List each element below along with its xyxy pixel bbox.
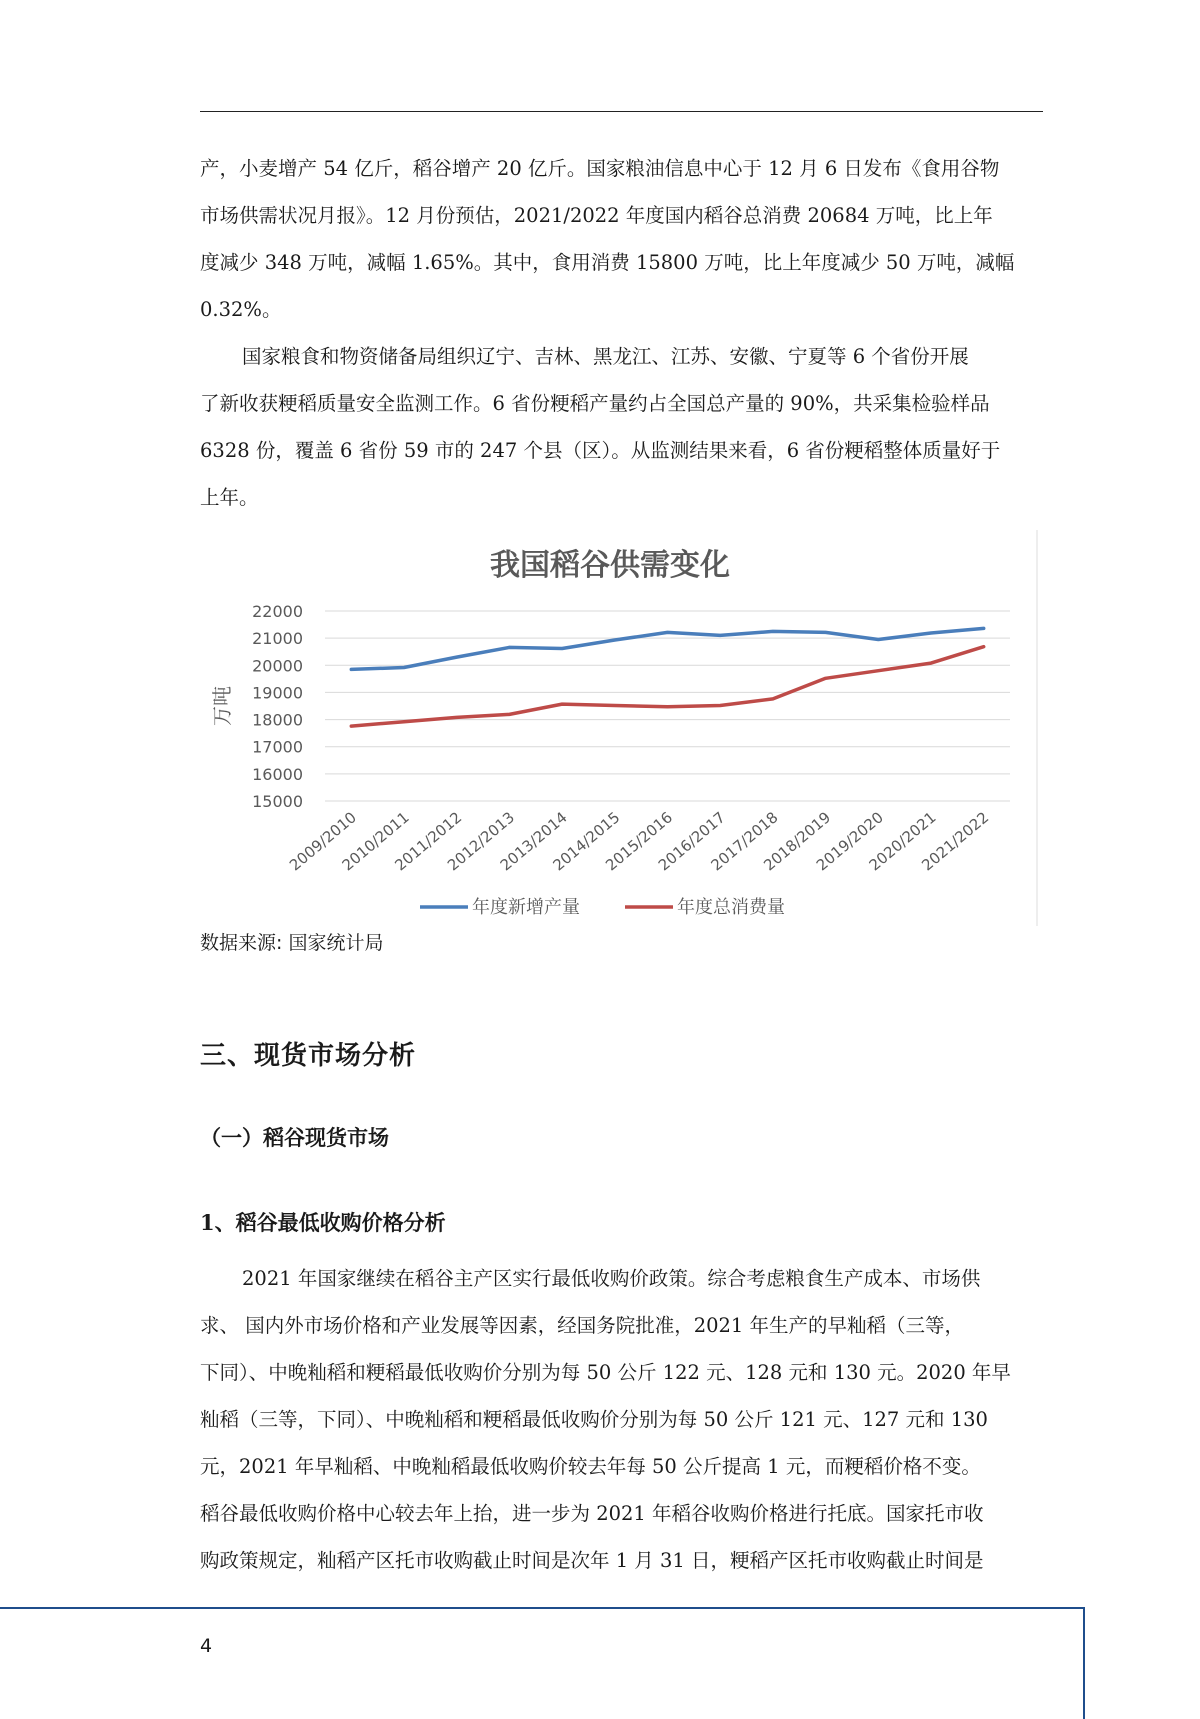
x-tick-label: 2011/2012: [391, 808, 466, 875]
page-number: 4: [200, 1635, 213, 1657]
y-tick-label: 16000: [252, 764, 303, 784]
x-tick-label: 2009/2010: [285, 808, 360, 875]
intro-paragraph: [200, 145, 1030, 333]
x-tick-label: 2021/2022: [918, 808, 993, 875]
policy-paragraph: [200, 1255, 1030, 1584]
text-line: 了新收获粳稻质量安全监测工作。6 省份粳稻产量约占全国总产量的 90%，共采集检验样品: [200, 392, 990, 415]
y-axis-label: 万吨: [210, 686, 234, 726]
y-tick-label: 21000: [252, 629, 303, 649]
text-line: 元，2021 年早籼稻、中晚籼稻最低收购价较去年每 50 公斤提高 1 元，而粳稻价格不变。: [200, 1455, 981, 1478]
legend-label: 年度总消费量: [677, 897, 785, 918]
text-line: 度减少 348 万吨，减幅 1.65%。其中，食用消费 15800 万吨，比上年度减少 50 万吨，减幅: [200, 251, 1015, 274]
text-line: 市场供需状况月报》。12 月份预估，2021/2022 年度国内稻谷总消费 20684 万吨，比上年: [200, 204, 993, 227]
y-tick-label: 20000: [252, 656, 303, 676]
supply-demand-chart: [200, 528, 1040, 928]
series-line: [351, 628, 983, 669]
y-tick-label: 22000: [252, 602, 303, 621]
y-tick-label: 17000: [252, 737, 303, 757]
subsubsection-heading: 1、稻谷最低收购价格分析: [200, 1210, 446, 1235]
header-rule: [200, 111, 1043, 112]
x-tick-label: 2019/2020: [812, 808, 887, 875]
legend-label: 年度新增产量: [472, 897, 580, 918]
text-line: 购政策规定，籼稻产区托市收购截止时间是次年 1 月 31 日，粳稻产区托市收购截止时间是: [200, 1549, 984, 1572]
x-tick-label: 2010/2011: [338, 808, 413, 875]
text-line: 下同）、中晚籼稻和粳稻最低收购价分别为每 50 公斤 122 元、128 元和 130 元。2020 年早: [200, 1361, 1011, 1384]
x-tick-label: 2016/2017: [654, 808, 729, 875]
y-tick-label: 15000: [252, 792, 303, 811]
x-tick-label: 2013/2014: [496, 808, 571, 875]
text-line: 求、 国内外市场价格和产业发展等因素，经国务院批准，2021 年生产的早籼稻（三等，: [200, 1314, 965, 1337]
text-line: 0.32%。: [200, 298, 282, 321]
x-tick-label: 2012/2013: [444, 808, 518, 875]
y-tick-label: 19000: [252, 683, 303, 703]
footer-rule: [0, 1607, 1085, 1719]
text-line: 稻谷最低收购价格中心较去年上抬，进一步为 2021 年稻谷收购价格进行托底。国家托市收: [200, 1502, 984, 1525]
x-tick-label: 2015/2016: [602, 808, 677, 875]
chart-svg: [200, 528, 1040, 928]
section-heading: 三、现货市场分析: [200, 1041, 417, 1071]
x-tick-label: 2020/2021: [865, 808, 940, 875]
x-tick-label: 2018/2019: [760, 808, 835, 875]
x-tick-label: 2014/2015: [549, 808, 624, 875]
y-tick-label: 18000: [252, 710, 303, 730]
text-line: 国家粮食和物资储备局组织辽宁、吉林、黑龙江、江苏、安徽、宁夏等 6 个省份开展: [242, 345, 969, 368]
subsection-heading: （一）稻谷现货市场: [200, 1125, 389, 1150]
text-line: 产，小麦增产 54 亿斤，稻谷增产 20 亿斤。国家粮油信息中心于 12 月 6 日发布《食用谷物: [200, 157, 1000, 180]
text-line: 上年。: [200, 486, 259, 509]
monitoring-paragraph: [200, 333, 1030, 521]
text-line: 2021 年国家继续在稻谷主产区实行最低收购价政策。综合考虑粮食生产成本、市场供: [242, 1267, 981, 1290]
chart-title: 我国稻谷供需变化: [490, 548, 730, 583]
text-line: 6328 份，覆盖 6 省份 59 市的 247 个县（区）。从监测结果来看，6 省份粳稻整体质量好于: [200, 439, 1001, 462]
text-line: 籼稻（三等，下同）、中晚籼稻和粳稻最低收购价分别为每 50 公斤 121 元、127 元和 130: [200, 1408, 988, 1431]
x-tick-label: 2017/2018: [707, 808, 782, 875]
data-source: 数据来源: 国家统计局: [200, 932, 384, 954]
